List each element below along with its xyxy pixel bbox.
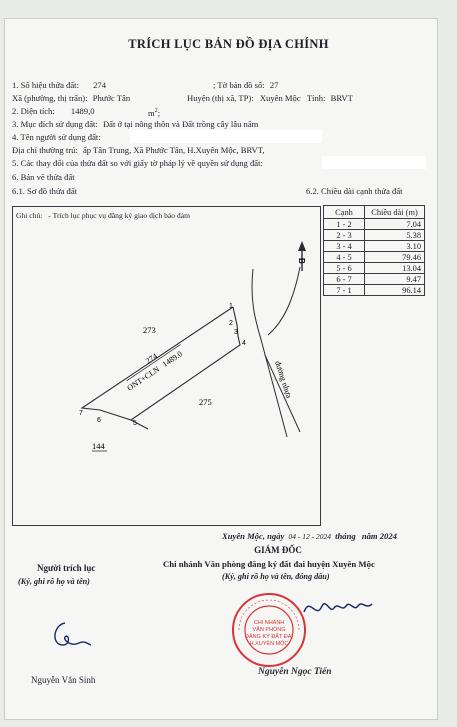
edge-cell: 4 - 5	[324, 252, 365, 263]
point-label: 3	[234, 329, 238, 336]
length-cell: 5.38	[365, 230, 425, 241]
length-cell: 13.04	[365, 263, 425, 274]
unit-tail: ;	[157, 107, 161, 118]
table-row	[324, 274, 425, 285]
lot-number-275: 275	[199, 397, 212, 407]
table-row	[324, 252, 425, 263]
parcel-area-label: 1489.0	[160, 349, 184, 369]
parcel-line	[12, 80, 106, 90]
map-sheet-number: 27	[269, 80, 279, 90]
date-prefix: Xuyên Mộc, ngày	[222, 531, 285, 541]
length-cell: 79.46	[365, 252, 425, 263]
label: 5. Các thay đổi của thửa đất so với giấy tờ pháp lý về quyền sử dụng đất:	[12, 158, 263, 168]
label: Huyện (thị xã, TP):	[187, 93, 254, 103]
road-edge-left	[252, 269, 287, 437]
parcel-drawing	[13, 207, 320, 525]
address-line	[12, 145, 265, 155]
director-signature	[300, 590, 380, 625]
area-line	[12, 106, 95, 116]
commune-line	[12, 93, 130, 103]
unit: m	[148, 107, 155, 118]
length-cell: 96.14	[365, 285, 425, 296]
area-value: 1489,0	[70, 106, 95, 116]
purpose-value: Đất ở tại nông thôn và Đất trồng cây lâu năm	[102, 119, 259, 129]
extractor-signature	[45, 615, 95, 655]
document-title: TRÍCH LỤC BẢN ĐỒ ĐỊA CHÍNH	[128, 37, 329, 51]
sketch-heading: 6.1. Sơ đồ thửa đất	[12, 186, 78, 196]
director-title: GIÁM ĐỐC	[254, 545, 302, 555]
svg-text:VĂN PHÒNG: VĂN PHÒNG	[252, 627, 286, 633]
point-label: 5	[133, 420, 137, 427]
redacted-block	[322, 156, 426, 169]
svg-text:H.XUYÊN MỘC: H.XUYÊN MỘC	[249, 641, 289, 647]
column-header: Chiều dài (m)	[365, 206, 425, 219]
label: Xã (phường, thị trấn):	[12, 93, 88, 103]
edge-cell: 3 - 4	[324, 241, 365, 252]
column-header: Cạnh	[324, 206, 365, 219]
length-cell: 7.04	[365, 219, 425, 230]
edge-cell: 7 - 1	[324, 285, 365, 296]
signature-hint-left: (Ký, ghi rõ họ và tên)	[18, 577, 90, 586]
parcel-use-label: ONT+CLN	[125, 364, 162, 393]
table-row	[324, 219, 425, 230]
director-name: Nguyễn Ngọc Tiến	[258, 667, 332, 677]
svg-text:CHI NHÁNH: CHI NHÁNH	[253, 620, 285, 626]
parcel-label	[119, 337, 188, 393]
edge-cell: 6 - 7	[324, 274, 365, 285]
purpose-line	[12, 119, 258, 129]
label: 3. Mục đích sử dụng đất:	[12, 119, 98, 129]
parcel-number: 274	[93, 80, 107, 90]
province-value: BRVT	[330, 93, 353, 103]
organization: Chi nhánh Văn phòng đăng ký đất đai huyện Xuyên Mộc	[163, 559, 375, 569]
north-label: B	[297, 258, 306, 264]
redacted-block	[130, 130, 322, 143]
lot-number-144: 144	[92, 441, 105, 451]
edge-cell: 2 - 3	[324, 230, 365, 241]
official-stamp	[229, 590, 309, 670]
commune-value: Phước Tân	[92, 93, 131, 103]
svg-text:ĐĂNG KÝ ĐẤT ĐAI: ĐĂNG KÝ ĐẤT ĐAI	[245, 634, 293, 640]
table-row	[324, 230, 425, 241]
label: ; Tờ bản đồ số:	[213, 80, 265, 90]
label: Tỉnh:	[306, 93, 326, 103]
extractor-name: Nguyễn Văn Sinh	[31, 675, 96, 685]
date-year: năm 2024	[361, 531, 397, 541]
note-value: - Trích lục phục vụ đăng ký giao dịch bảo đảm	[48, 211, 191, 220]
edge-length-table	[323, 205, 425, 296]
signature-hint-right: (Ký, ghi rõ họ và tên, đóng dấu)	[222, 572, 330, 581]
road-label: đường nhựa	[273, 359, 294, 400]
length-cell: 9.47	[365, 274, 425, 285]
label: 4. Tên người sử dụng đất:	[12, 132, 101, 142]
date-month-label: tháng	[335, 531, 356, 541]
table-row	[324, 241, 425, 252]
edge-cell: 5 - 6	[324, 263, 365, 274]
point-label: 1	[229, 303, 233, 310]
label: 2. Diện tích:	[12, 106, 55, 116]
north-arrow-icon	[297, 241, 306, 271]
parcel-sketch	[12, 206, 321, 526]
table-row	[324, 263, 425, 274]
address-value: ấp Tân Trung, Xã Phước Tân, H.Xuyên Mộc, BRVT,	[82, 145, 265, 155]
owner-line	[12, 132, 101, 142]
lot-number-273: 273	[143, 325, 156, 335]
district-value: Xuyên Mộc	[259, 93, 301, 103]
edge-cell: 1 - 2	[324, 219, 365, 230]
label: Địa chỉ thường trú:	[12, 145, 78, 155]
road-edge-right	[268, 267, 300, 335]
point-label: 2	[229, 320, 233, 327]
date-handwritten: 04 - 12 - 2024	[288, 532, 331, 541]
table-row	[324, 285, 425, 296]
label: Ghi chú:	[16, 211, 43, 220]
point-label: 7	[79, 410, 83, 417]
changes-line	[12, 158, 263, 168]
edge-length-heading: 6.2. Chiều dài cạnh thửa đất	[306, 186, 403, 196]
point-label: 4	[242, 340, 246, 347]
area-unit	[148, 106, 160, 118]
label: 1. Số hiệu thửa đất:	[12, 80, 79, 90]
extractor-title: Người trích lục	[37, 563, 96, 573]
table-header	[324, 206, 425, 219]
map-sheet-line	[213, 80, 278, 90]
date-line	[222, 531, 397, 542]
point-label: 6	[97, 417, 101, 424]
drawing-line: 6. Bản vẽ thửa đất	[12, 172, 75, 182]
unit-exp: 2	[154, 108, 158, 114]
district-line	[187, 93, 353, 103]
length-cell: 3.10	[365, 241, 425, 252]
parcel-number-label: 274	[144, 351, 160, 366]
